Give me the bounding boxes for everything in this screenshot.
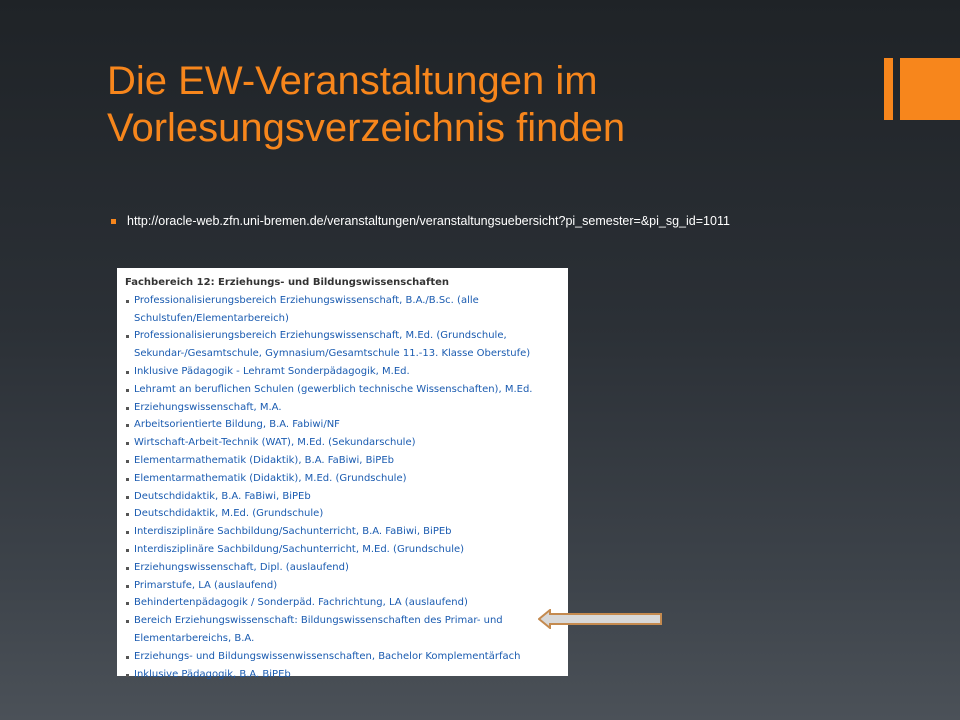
program-link[interactable]: Inklusive Pädagogik - Lehramt Sonderpädagogik, M.Ed. [125, 363, 560, 381]
program-link[interactable]: Primarstufe, LA (auslaufend) [125, 577, 560, 595]
program-link[interactable]: Erziehungswissenschaft, Dipl. (auslaufend) [125, 559, 560, 577]
slide-title [107, 58, 867, 152]
program-link[interactable]: Erziehungs- und Bildungswissenwissenschaften, Bachelor Komplementärfach [125, 648, 560, 666]
program-link[interactable]: Elementarmathematik (Didaktik), B.A. FaBiwi, BiPEb [125, 452, 560, 470]
program-link[interactable]: Bereich Erziehungswissenschaft: Bildungswissenschaften des Primar- und Elementarbereichs, B.A. [125, 612, 560, 648]
program-link[interactable]: Interdisziplinäre Sachbildung/Sachunterricht, B.A. FaBiwi, BiPEb [125, 523, 560, 541]
program-link[interactable]: Professionalisierungsbereich Erziehungswissenschaft, M.Ed. (Grundschule, Sekundar-/Gesamtschule, Gymnasium/Gesamtschule 11.-13. Klasse Oberstufe) [125, 327, 560, 363]
program-link[interactable]: Deutschdidaktik, B.A. FaBiwi, BiPEb [125, 488, 560, 506]
left-arrow-icon [538, 609, 664, 629]
slide-title-line1: Die EW-Veranstaltungen im [107, 59, 598, 103]
embedded-screenshot [117, 268, 568, 680]
program-link[interactable]: Wirtschaft-Arbeit-Technik (WAT), M.Ed. (Sekundarschule) [125, 434, 560, 452]
bullet-item [111, 214, 730, 228]
slide-title-line2: Vorlesungsverzeichnis finden [107, 106, 626, 150]
decorative-block [900, 58, 960, 120]
program-link[interactable]: Arbeitsorientierte Bildung, B.A. Fabiwi/NF [125, 416, 560, 434]
bullet-square-icon [111, 219, 116, 224]
program-link[interactable]: Inklusive Pädagogik, B.A. BiPEb [125, 666, 560, 684]
faculty-heading: Fachbereich 12: Erziehungs- und Bildungswissenschaften [125, 277, 450, 288]
program-link[interactable]: Deutschdidaktik, M.Ed. (Grundschule) [125, 505, 560, 523]
decorative-bar [884, 58, 893, 120]
program-link[interactable]: Interdisziplinäre Sachbildung/Sachunterricht, M.Ed. (Grundschule) [125, 541, 560, 559]
program-list [125, 292, 560, 684]
program-link[interactable]: Elementarmathematik (Didaktik), M.Ed. (Grundschule) [125, 470, 560, 488]
program-link[interactable]: Lehramt an beruflichen Schulen (gewerblich technische Wissenschaften), M.Ed. [125, 381, 560, 399]
program-link[interactable]: Behindertenpädagogik / Sonderpäd. Fachrichtung, LA (auslaufend) [125, 594, 560, 612]
course-catalog-link[interactable]: http://oracle-web.zfn.uni-bremen.de/veranstaltungen/veranstaltungsuebersicht?pi_semester=&pi_sg_id=1011 [127, 214, 730, 228]
program-link[interactable]: Erziehungswissenschaft, M.A. [125, 399, 560, 417]
program-link[interactable]: Professionalisierungsbereich Erziehungswissenschaft, B.A./B.Sc. (alle Schulstufen/Elementarbereich) [125, 292, 560, 328]
